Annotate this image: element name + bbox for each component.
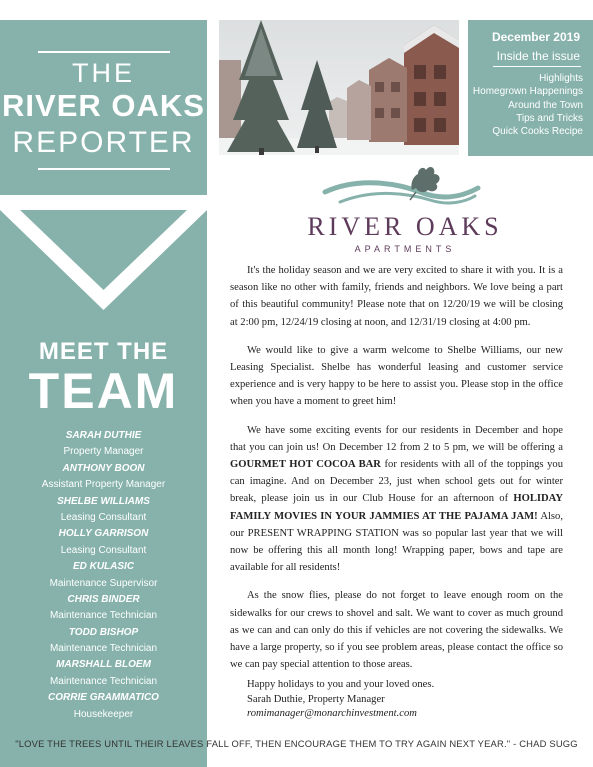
article-text: Also, our PRESENT WRAPPING STATION was so popular last year that we will now be offering this all month long! Wrapping paper, bows and tape are available for all residents! xyxy=(230,510,563,574)
staff-role: Assistant Property Manager xyxy=(41,479,166,491)
staff-name: TODD BISHOP xyxy=(68,626,139,638)
inside-issue-label: Inside the issue xyxy=(496,49,580,63)
article-paragraph: It's the holiday season and we are very excited to share it with you. It is a season like no other with family, friends and neighbors. We love being a part of this beautiful community! Please note that on 12/20/19 we will be closing at 2:00 pm, 12/24/19 closing at noon, and 12/31/19 closing at 4:00 pm. xyxy=(230,265,563,328)
signoff-email: romimanager@monarchinvestment.com xyxy=(247,708,417,719)
logo-subtitle: APARTMENTS xyxy=(354,244,456,254)
oak-leaf-river-icon xyxy=(300,162,510,212)
staff-role: Housekeeper xyxy=(73,708,134,720)
article-text: We have some exciting events for our residents in December and hope that you can join us! On December 12 from 2 to 5 pm, we will be offering a xyxy=(230,424,563,453)
staff-role: Maintenance Technician xyxy=(49,643,158,655)
masthead-bottom-rule xyxy=(38,168,170,170)
issue-date: December 2019 xyxy=(491,30,580,44)
staff-name: HOLLY GARRISON xyxy=(58,528,149,540)
snowy-apartments-photo xyxy=(219,20,459,155)
staff-name: CHRIS BINDER xyxy=(67,593,140,605)
staff-name: SARAH DUTHIE xyxy=(65,430,142,441)
signoff xyxy=(247,678,434,722)
staff-name: CORRIE GRAMMATICO xyxy=(48,692,159,704)
article-text: for residents with all of the toppings you can imagine. And on December 23, just when school gets out for winter break, please join us in our Club House for an afternoon of xyxy=(230,459,564,505)
hot-cocoa-highlight: GOURMET HOT COCOA BAR xyxy=(230,459,381,471)
masthead-line-3: REPORTER xyxy=(12,126,195,159)
article-body xyxy=(230,262,563,684)
staff-role: Maintenance Supervisor xyxy=(49,577,158,589)
team-heading: TEAM xyxy=(28,363,179,419)
issue-item: Around the Town xyxy=(508,99,583,111)
staff-name: ED KULASIC xyxy=(72,561,135,573)
issue-rule xyxy=(493,66,581,67)
footer-quote: "LOVE THE TREES UNTIL THEIR LEAVES FALL OFF, THEN ENCOURAGE THEM TO TRY AGAIN NEXT YEAR." - CHAD SUGG xyxy=(15,738,578,749)
issue-item: Quick Cooks Recipe xyxy=(492,126,583,138)
issue-item: Homegrown Happenings xyxy=(472,86,583,98)
masthead xyxy=(0,20,207,195)
masthead-line-2: RIVER OAKS xyxy=(2,88,205,123)
staff-list xyxy=(0,428,207,723)
staff-role: Property Manager xyxy=(63,446,144,458)
issue-contents-list xyxy=(473,72,583,138)
staff-role: Leasing Consultant xyxy=(60,544,147,556)
masthead-line-1: THE xyxy=(72,58,135,88)
inside-issue-box xyxy=(468,20,593,156)
signoff-greeting: Happy holidays to you and your loved ones. xyxy=(247,679,435,690)
article-paragraph: We would like to give a warm welcome to Shelbe Williams, our new Leasing Specialist. Shelbe has wonderful leasing and customer service experience and is very happy to be here to assist you. Please stop in the office when you have a moment to greet him! xyxy=(230,344,563,408)
staff-role: Maintenance Technician xyxy=(49,675,158,687)
article-paragraph: As the snow flies, please do not forget to leave enough room on the sidewalks for our crews to shovel and salt. We want to cover as much ground as we can and can only do this if vehicles are not covering the sidewalks. We have a large property, so if you see problem areas, please contact the office so we can pay special attention to those areas. xyxy=(230,590,563,671)
staff-name: SHELBE WILLIAMS xyxy=(57,495,150,507)
issue-item: Tips and Tricks xyxy=(516,112,583,124)
article-paragraph xyxy=(230,422,563,577)
pajama-jam-highlight: HOLIDAY FAMILY MOVIES IN YOUR JAMMIES AT THE PAJAMA JAM! xyxy=(230,493,563,522)
masthead-top-rule xyxy=(38,51,170,53)
logo-name: RIVER OAKS xyxy=(307,212,503,241)
issue-item: Highlights xyxy=(539,73,583,84)
staff-role: Maintenance Technician xyxy=(49,610,158,622)
staff-name: ANTHONY BOON xyxy=(62,462,145,474)
signoff-author: Sarah Duthie, Property Manager xyxy=(247,693,385,705)
river-oaks-logo xyxy=(300,162,510,257)
chevron-decoration xyxy=(0,210,207,325)
meet-the-heading: MEET THE xyxy=(38,338,169,365)
divider-band xyxy=(0,195,207,210)
staff-name: MARSHALL BLOEM xyxy=(56,659,151,671)
staff-role: Leasing Consultant xyxy=(60,511,147,523)
